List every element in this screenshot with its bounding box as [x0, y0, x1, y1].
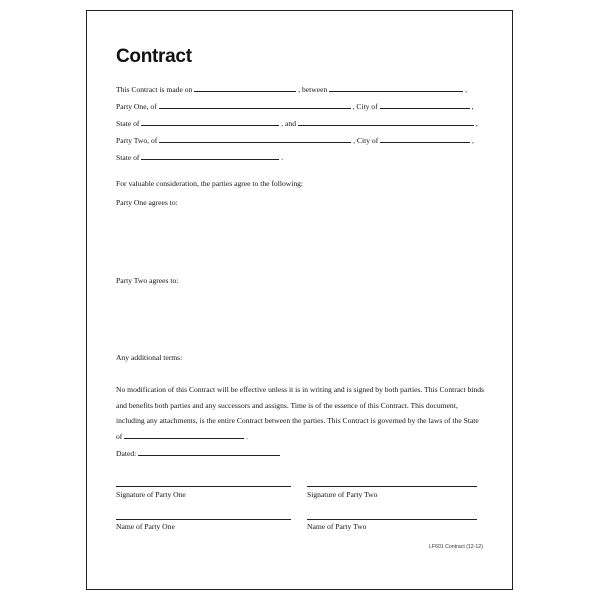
modification-period: . [246, 431, 249, 441]
party-one-agrees-label: Party One agrees to: [116, 198, 178, 207]
party-one-address-field[interactable] [159, 101, 351, 109]
row-state-two [116, 152, 283, 163]
name-party-two-line[interactable] [307, 519, 477, 520]
modification-text: No modification of this Contract will be effective unless it is in writing and is signed by both parties. This Contract binds and benefits both parties and any successors and assigns. Time is of the essence of this Contract. This document, including any attachments, is the entire Contract between the parties. This Contract is governed by the laws of the State of [116, 385, 484, 441]
city-of-label-1: , City of [352, 102, 378, 111]
governing-state-field[interactable] [124, 431, 244, 439]
dated-field[interactable] [138, 448, 280, 456]
and-label: , and [281, 119, 296, 128]
contract-date-field[interactable] [194, 84, 296, 92]
between-label: , between [298, 85, 328, 94]
signature-party-two-line[interactable] [307, 486, 477, 487]
name-party-one-line[interactable] [116, 519, 291, 520]
row-party-one [116, 101, 473, 112]
party-one-of-label: Party One, of [116, 102, 157, 111]
row-state-and [116, 118, 478, 129]
form-footer-code: LF601 Contract (12-12) [429, 544, 483, 550]
state-of-label-1: State of [116, 119, 140, 128]
party-two-of-label: Party Two, of [116, 136, 158, 145]
dated-label: Dated: [116, 449, 137, 458]
state-of-label-2: State of [116, 153, 140, 162]
signature-party-one-line[interactable] [116, 486, 291, 487]
row-4-comma: , [472, 136, 474, 145]
row-3-comma: , [475, 119, 478, 128]
additional-terms-label: Any additional terms: [116, 353, 183, 362]
row-1-comma: , [465, 85, 467, 94]
and-party-field[interactable] [298, 118, 474, 126]
modification-paragraph [116, 382, 486, 444]
name-party-one-label: Name of Party One [116, 522, 175, 531]
made-on-label: This Contract is made on [116, 85, 193, 94]
row-2-comma: , [471, 102, 474, 111]
dated-row [116, 448, 280, 459]
party-two-address-field[interactable] [159, 135, 351, 143]
party-two-city-field[interactable] [380, 135, 470, 143]
form-title: Contract [116, 46, 192, 67]
row-party-two [116, 135, 474, 146]
signature-party-two-label: Signature of Party Two [307, 490, 378, 499]
party-one-state-field[interactable] [141, 118, 279, 126]
name-party-two-label: Name of Party Two [307, 522, 367, 531]
party-one-city-field[interactable] [380, 101, 470, 109]
signature-party-one-label: Signature of Party One [116, 490, 186, 499]
party-two-state-field[interactable] [141, 152, 279, 160]
city-of-label-2: , City of [353, 136, 379, 145]
row-5-period: . [281, 153, 284, 162]
consideration-text: For valuable consideration, the parties agree to the following: [116, 179, 304, 188]
between-party-field[interactable] [329, 84, 463, 92]
party-two-agrees-label: Party Two agrees to: [116, 276, 179, 285]
row-made-on [116, 84, 467, 95]
contract-form-page [86, 10, 513, 590]
